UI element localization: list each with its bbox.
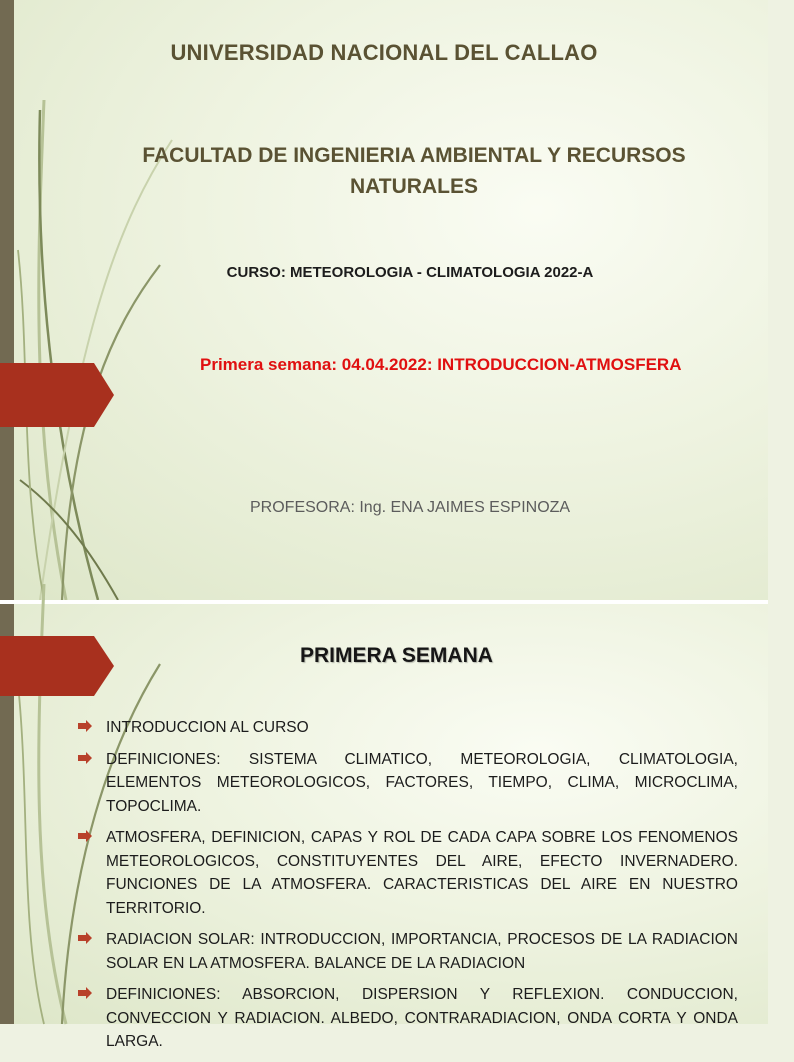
accent-arrow-tab [0,636,114,696]
faculty-title: FACULTAD DE INGENIERIA AMBIENTAL Y RECURSOS NATURALES [142,144,686,198]
arrow-bullet-icon [78,752,92,764]
arrow-bullet-icon [78,987,92,999]
topic-text: DEFINICIONES: ABSORCION, DISPERSION Y REFLEXION. CONDUCCION, CONVECCION Y RADIACION. ALBEDO, CONTRARADIACION, ONDA CORTA Y ONDA LARGA. [106,986,738,1050]
arrow-bullet-icon [78,932,92,944]
list-item [76,928,738,975]
course-line: CURSO: METEOROLOGIA - CLIMATOLOGIA 2022-A [226,264,594,281]
list-item [76,716,738,740]
week-heading: PRIMERA SEMANA [300,644,493,667]
professor-line: PROFESORA: Ing. ENA JAIMES ESPINOZA [250,499,571,516]
list-item [76,748,738,819]
list-item [76,826,738,920]
university-title: UNIVERSIDAD NACIONAL DEL CALLAO [170,40,598,65]
week-date-line: Primera semana: 04.04.2022: INTRODUCCION-ATMOSFERA [200,355,682,374]
topic-text: DEFINICIONES: SISTEMA CLIMATICO, METEOROLOGIA, CLIMATOLOGIA, ELEMENTOS METEOROLOGICOS, FACTORES, TIEMPO, CLIMA, MICROCLIMA, TOPOCLIMA. [106,750,738,815]
list-item [76,983,738,1054]
topic-text: ATMOSFERA, DEFINICION, CAPAS Y ROL DE CADA CAPA SOBRE LOS FENOMENOS METEOROLOGICOS, CONSTITUYENTES DEL AIRE, EFECTO INVERNADERO. FUNCIONES DE LA ATMOSFERA. CARACTERISTICAS DEL AIRE EN NUESTRO TERRITORIO. [106,829,738,917]
grass-stems-decoration [0,0,220,600]
arrow-bullet-icon [78,830,92,842]
slide-side-bar [0,0,14,600]
topics-list [76,716,738,1062]
content-slide [0,604,768,1050]
topic-text: RADIACION SOLAR: INTRODUCCION, IMPORTANCIA, PROCESOS DE LA RADIACION SOLAR EN LA ATMOSFERA. BALANCE DE LA RADIACION [106,931,738,972]
topic-text: INTRODUCCION AL CURSO [106,719,309,736]
accent-arrow-tab [0,363,114,427]
arrow-bullet-icon [78,720,92,732]
